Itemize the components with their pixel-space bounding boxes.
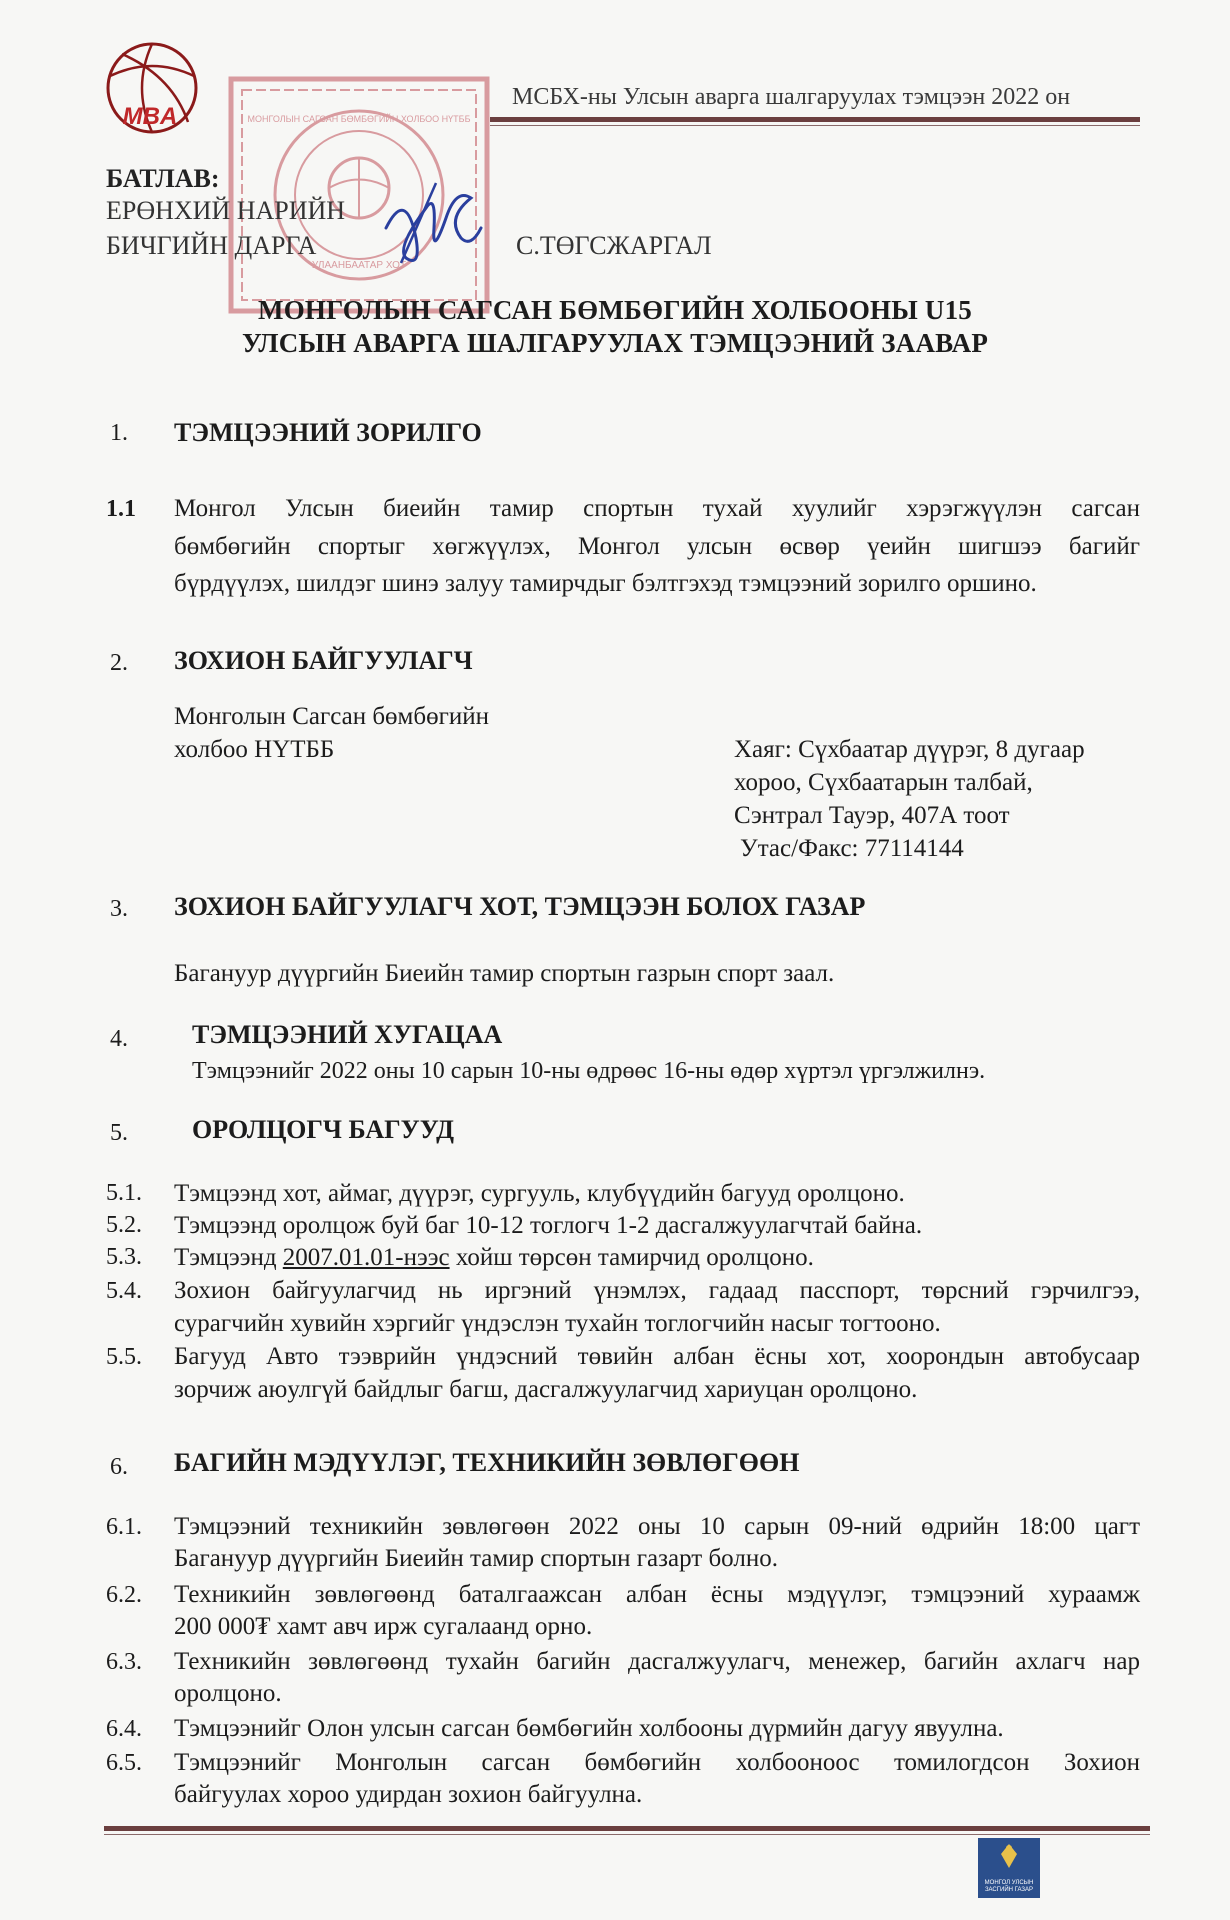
item-number: 6.4. — [106, 1716, 142, 1742]
section-number: 3. — [110, 896, 128, 922]
paragraph-line: Монгол Улсын биеийн тамир спортын тухай хуулийг хэрэгжүүлэн сагсан — [174, 495, 1140, 522]
phone-fax: Утас/Факс: 77114144 — [740, 835, 964, 862]
paragraph-line: бөмбөгийн спортыг хөгжүүлэх, Монгол улсын өсвөр үеийн шигшээ багийг — [174, 533, 1140, 560]
item-number: 6.5. — [106, 1750, 142, 1776]
stamp-text-city: УЛААНБААТАР ХОТ — [311, 260, 407, 271]
list-item: Техникийн зөвлөгөөнд тухайн багийн дасгалжуулагч, менежер, багийн ахлагч нар — [174, 1648, 1140, 1675]
document-title-line1: МОНГОЛЫН САГСАН БӨМБӨГИЙН ХОЛБООНЫ U15 — [258, 295, 972, 325]
list-item-text: Тэмцээнд — [174, 1244, 283, 1271]
list-item: оролцоно. — [174, 1680, 282, 1707]
venue-text: Багануур дүүргийн Биеийн тамир спортын газрын спорт заал. — [174, 960, 835, 987]
list-item: зорчиж аюулгүй байдлыг багш, дасгалжуулагчид хариуцан оролцоно. — [174, 1376, 918, 1403]
list-item-text: хойш төрсөн тамирчид оролцоно. — [449, 1244, 814, 1271]
item-number: 1.1 — [106, 496, 136, 522]
address-line: хороо, Сүхбаатарын талбай, — [734, 769, 1033, 796]
government-emblem-caption — [970, 1880, 1048, 1894]
gov-caption-line2: ЗАСГИЙН ГАЗАР — [984, 1887, 1034, 1893]
list-item: Техникийн зөвлөгөөнд баталгаажсан албан ёсны мэдүүлэг, тэмцээний хураамж — [174, 1581, 1140, 1608]
item-number: 5.5. — [106, 1344, 142, 1370]
gov-caption-line1: МОНГОЛ УЛСЫН — [984, 1880, 1034, 1886]
logo-text: MBA — [122, 103, 178, 130]
item-number: 6.2. — [106, 1582, 142, 1608]
item-number: 5.4. — [106, 1278, 142, 1304]
list-item: байгуулах хороо удирдан зохион байгуулна. — [174, 1781, 643, 1808]
list-item: Тэмцээний техникийн зөвлөгөөн 2022 оны 10 сарын 09-ний өдрийн 18:00 цагт — [174, 1513, 1140, 1540]
section-heading: БАГИЙН МЭДҮҮЛЭГ, ТЕХНИКИЙН ЗӨВЛӨГӨӨН — [174, 1448, 800, 1477]
section-heading: ЗОХИОН БАЙГУУЛАГЧ — [174, 646, 473, 675]
footer-rule-thin — [104, 1834, 1150, 1835]
document-title-line2: УЛСЫН АВАРГА ШАЛГАРУУЛАХ ТЭМЦЭЭНИЙ ЗААВАР — [241, 328, 989, 358]
header-rule-thin — [490, 125, 1140, 126]
section-number: 5. — [110, 1120, 128, 1146]
section-heading: ТЭМЦЭЭНИЙ ХУГАЦАА — [192, 1020, 503, 1049]
section-number: 2. — [110, 650, 128, 676]
section-heading: ТЭМЦЭЭНИЙ ЗОРИЛГО — [174, 418, 482, 447]
list-item: Тэмцээнийг Олон улсын сагсан бөмбөгийн холбооны дүрмийн дагуу явуулна. — [174, 1715, 1004, 1742]
item-number: 6.3. — [106, 1649, 142, 1675]
footer-rule — [104, 1826, 1150, 1831]
paragraph-line: бүрдүүлэх, шилдэг шинэ залуу тамирчдыг бэлтгэхэд тэмцээний зорилго оршино. — [174, 570, 1037, 597]
list-item: Багууд Авто тээврийн үндэсний төвийн албан ёсны хот, хоорондын автобусаар — [174, 1343, 1140, 1370]
section-number: 4. — [110, 1026, 128, 1052]
list-item: 200 000₮ хамт авч ирж сугалаанд орно. — [174, 1613, 593, 1640]
item-number: 5.1. — [106, 1180, 142, 1206]
organizer-name-line1: Монголын Сагсан бөмбөгийн — [174, 703, 489, 730]
address-line: Сэнтрал Тауэр, 407А тоот — [734, 802, 1010, 829]
section-number: 1. — [110, 420, 128, 446]
list-item — [174, 1241, 814, 1274]
section-heading: ЗОХИОН БАЙГУУЛАГЧ ХОТ, ТЭМЦЭЭН БОЛОХ ГАЗАР — [174, 892, 866, 921]
address-line: Хаяг: Сүхбаатар дүүрэг, 8 дугаар — [734, 736, 1085, 763]
mba-logo — [92, 36, 208, 144]
signature — [376, 168, 486, 278]
list-item: сурагчийн хувийн хэргийг үндэслэн тухайн тоглогчийн насыг тогтооно. — [174, 1310, 941, 1337]
approver-name: С.ТӨГСЖАРГАЛ — [516, 231, 712, 260]
organizer-name-line2: холбоо НҮТББ — [174, 736, 335, 763]
approval-title: БАТЛАВ: — [106, 164, 220, 193]
list-item: Тэмцээнд хот, аймаг, дүүрэг, сургууль, клубүүдийн багууд оролцоно. — [174, 1180, 905, 1207]
approval-position-line1: ЕРӨНХИЙ НАРИЙН — [106, 196, 346, 225]
header-rule — [490, 117, 1140, 122]
list-item: Зохион байгуулагчид нь иргэний үнэмлэх, гадаад пасспорт, төрсний гэрчилгээ, — [174, 1277, 1140, 1304]
item-number: 5.3. — [106, 1244, 142, 1270]
header-title: МСБХ-ны Улсын аварга шалгаруулах тэмцээн 2022 он — [512, 84, 1071, 110]
item-number: 5.2. — [106, 1212, 142, 1238]
item-number: 6.1. — [106, 1514, 142, 1540]
list-item: Тэмцээнд оролцож буй баг 10-12 тоглогч 1-2 дасгалжуулагчтай байна. — [174, 1212, 923, 1239]
section-heading: ОРОЛЦОГЧ БАГУУД — [192, 1115, 455, 1144]
birth-date-limit: 2007.01.01-нээс — [282, 1244, 450, 1271]
section-number: 6. — [110, 1454, 128, 1480]
duration-text: Тэмцээнийг 2022 оны 10 сарын 10-ны өдрөөс 16-ны өдөр хүртэл үргэлжилнэ. — [192, 1058, 986, 1084]
approval-position-line2: БИЧГИЙН ДАРГА — [106, 231, 317, 260]
list-item: Тэмцээнийг Монголын сагсан бөмбөгийн холбооноос томилогдсон Зохион — [174, 1749, 1140, 1776]
list-item: Багануур дүүргийн Биеийн тамир спортын газарт болно. — [174, 1545, 778, 1572]
stamp-text-top: МОНГОЛЫН САГСАН БӨМБӨГИЙН ХОЛБОО НҮТББ — [247, 114, 471, 124]
